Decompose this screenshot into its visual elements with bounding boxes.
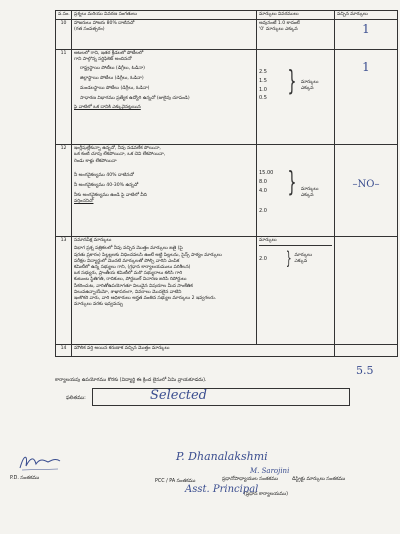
question-line: ఒక కంటి చూపు లేకపోయినా, ఒక చెవి లేకపోయినా, — [74, 152, 166, 158]
row-question — [72, 50, 257, 145]
row-question — [72, 145, 257, 237]
row-number: 12 — [56, 145, 72, 237]
question-line: (గత సంవత్సరం) — [74, 27, 105, 33]
row-question — [72, 237, 257, 345]
question-line: నీ అంగవైకల్యము 40-30% ఉన్నచో — [74, 182, 139, 188]
row-criteria — [257, 145, 335, 237]
row-score — [335, 20, 398, 50]
row-number: 11 — [56, 50, 72, 145]
criteria-line: మార్కులు — [259, 238, 332, 246]
table-row — [56, 237, 398, 345]
brace-icon: } — [285, 248, 292, 270]
question-line: సేకరించుట, వారితోఉపయోగతూ విలువైన విషయాల మీద సాంకేతిక — [74, 283, 193, 289]
brace-icon: } — [287, 64, 297, 98]
question-line: ఇంగ్లీషుల్లేకున్నా ఉన్నచో, నీవు నడవలేక పోయినా, — [74, 146, 161, 152]
question-line: పై వాటిలో ఒక దానికి ఎక్కువైనట్లయిన — [74, 105, 141, 111]
question-line: గాని పాల్గొన్న సర్టిఫికెట్ అందినచో — [74, 57, 132, 63]
row-number: 13 — [56, 237, 72, 345]
criteria-value: 15.00 — [259, 170, 274, 177]
criteria-label: మార్కులు — [300, 186, 319, 192]
question-line: వర్తించనిచో — [74, 199, 94, 205]
header-criteria: మార్కులు వివరములు — [257, 11, 335, 20]
score-handwritten: –NO– — [352, 179, 380, 191]
question-line: హాజరులు హాజరు 80% దాటినచో — [74, 21, 135, 27]
result-label: ఫలితము: — [66, 395, 86, 401]
question-line: ఆటలలో గాని, ఇతర క్రీడలలో పోటీలలో — [74, 51, 144, 57]
question-title: సమానపేక్ష మార్కులు — [74, 238, 112, 244]
criteria-value: 8.0 — [259, 178, 267, 185]
criteria-value: 2.5 — [259, 69, 267, 76]
question-line: విభాగ ప్రశ్న పత్రికలలో నీవు వచ్చిన మొత్తం మార్కులు జతై (పై — [74, 246, 183, 252]
row-number: 10 — [56, 20, 72, 50]
criteria-line: అవునంటే 1.0 కాదంటే — [259, 21, 300, 27]
table-row — [56, 345, 398, 357]
signature-name-2: M. Sarojini — [250, 467, 290, 475]
district-signature-label: డిస్ట్రిక్టు మార్కులు సంతకము — [292, 477, 346, 482]
question-line: రాష్ట్రస్థాయి పోటీలు (డిగ్రీలు, ఓడినా) — [80, 65, 145, 71]
office-label: (ప్రధాన కార్యాలయము) — [244, 492, 289, 497]
table-row — [56, 50, 398, 145]
question-line: కమిటీలో ఉన్న సభ్యులు గాని, (గ్రధాన కార్యాలయములు పరిశీలన) — [74, 264, 191, 270]
row-score — [335, 50, 398, 145]
pd-signature-label: P.D. సంతకము — [10, 476, 40, 481]
question-line: రెండు కాళ్లు లేకపోయినా — [74, 158, 117, 164]
header-serial: వ.సం. — [56, 11, 72, 20]
row-score — [335, 237, 398, 345]
question-line: కుటుంబ స్థితిగతి, రాదికులు, పోర్టబుల్ విచారణ జరిపి రిపోర్టులు — [74, 277, 187, 283]
signature-name-1: P. Dhanalakshmi — [176, 450, 268, 463]
headmaster-signature-label: ప్రధానోపాధ్యాయుల సంతకము — [222, 477, 279, 482]
criteria-value: 1.0 — [259, 86, 267, 93]
row-question — [72, 20, 257, 50]
row-question — [72, 345, 335, 357]
criteria-label: ఎక్కువ — [300, 192, 314, 198]
criteria-label: ఎక్కువ — [294, 259, 308, 265]
row-number: 14 — [56, 345, 72, 357]
question-line: షరతు ప్రకారం) పిల్లల్లలకు విధించవలసి ఉంటే అట్టి పిల్లలను, సైన్స్ పాఠ్యం మార్కులు — [74, 252, 222, 258]
question-line: సాధారణ విభాగము ప్రత్యేక ఉద్యోగి ఉన్నచో (జులైవు చూపండి) — [80, 96, 190, 102]
question-line: మార్కులు వరకు ఇవ్వవచ్చు — [74, 302, 123, 308]
question-line: మౌలిక వర్తి అయిన కరుణాక వచ్చిన మొత్తం మార్కులు — [74, 346, 170, 352]
marks-table — [55, 10, 398, 357]
question-line: జిల్లాస్థాయి పోటీలు (డిగ్రీలు, ఓడినా) — [80, 75, 144, 81]
row-criteria — [257, 50, 335, 145]
total-score-handwritten: 5.5 — [356, 364, 374, 377]
score-handwritten: 1 — [362, 22, 370, 37]
row-score — [335, 145, 398, 237]
header-question: ప్రశ్నలు మరియు వివరణ సంగతులు — [72, 11, 257, 20]
header-score: వచ్చిన మార్కులు — [335, 11, 398, 20]
question-line: నీ అంగవైకల్యము 40% దాటినచో — [74, 172, 134, 178]
criteria-value: 4.0 — [259, 187, 267, 194]
question-line: ఇంకొకరి వారు, వారి ఆధికారులు అర్హత వంతిన సభ్యుల మార్కులు 2 ఇవ్వగలరు. — [74, 295, 217, 301]
result-box — [92, 388, 350, 406]
table-row — [56, 145, 398, 237]
row-criteria — [257, 20, 335, 50]
criteria-line: '0' మార్కులు ఎక్కువ — [259, 27, 298, 33]
criteria-label: మార్కులు — [300, 79, 319, 85]
question-line: పరీక్షల విద్యార్థులో మొదటి మార్కులతో పోల్చి వారిని ఎంపిక — [74, 258, 180, 264]
criteria-value: 2.0 — [259, 208, 267, 215]
criteria-value: 2.0 — [259, 256, 267, 263]
criteria-value: 1.5 — [259, 77, 267, 84]
result-handwritten: Selected — [150, 388, 207, 403]
criteria-label: మార్కులు — [294, 253, 313, 259]
question-line: ఒక సభ్యురు, ప్రాంతీయ కమిటీలో మరొ సభ్యురాలు కలిసి గారి — [74, 271, 183, 277]
row-score — [335, 345, 398, 357]
signature-name-3: Asst. Principal — [185, 484, 259, 495]
table-row — [56, 20, 398, 50]
score-handwritten: 1 — [362, 60, 370, 75]
table-header-row — [56, 11, 398, 20]
question-line: నీకు అంగవైకల్యము ఉండి పై వాటిలో వీది — [74, 193, 147, 199]
office-use-note: కార్యాలయపు ఉపయోగము కొరకు (విద్యార్థి ఈ క్రింద లైనులో ఏమి వ్రాయకూడదు). — [55, 378, 207, 383]
pd-signature-icon — [18, 452, 63, 472]
question-line: మండలస్థాయి పోటీలు (డిగ్రీలు, ఓడినా) — [80, 85, 150, 91]
criteria-value: 0.5 — [259, 95, 267, 102]
row-criteria — [257, 237, 335, 345]
brace-icon: } — [287, 165, 297, 199]
criteria-label: ఎక్కువ — [300, 85, 314, 91]
pcc-signature-label: PCC / PA సంతకము — [155, 479, 196, 484]
question-line: విలువఉన్నాయేమో, శాఖాపరంగా, వివరాలు మొదలైన వాటిని — [74, 289, 182, 295]
